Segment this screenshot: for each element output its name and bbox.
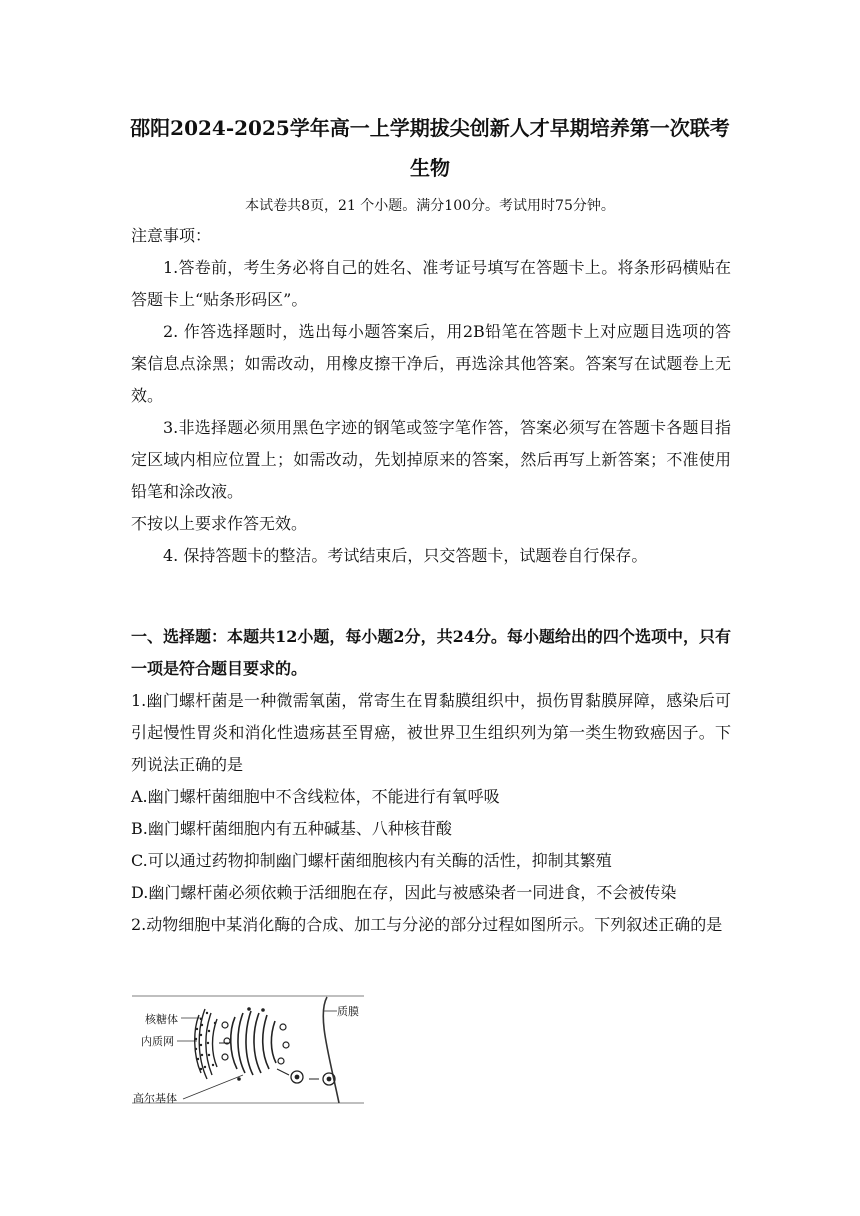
golgi-stack bbox=[231, 1011, 276, 1075]
question-1-option-d: D.幽门螺杆菌必须依赖于活细胞在存，因此与被感染者一同进食，不会被传染 bbox=[131, 883, 677, 902]
exam-info: 本试卷共8页，21 个小题。满分100分。考试用时75分钟。 bbox=[245, 198, 615, 214]
notice-item: 1.答卷前，考生务必将自己的姓名、准考证号填写在答题卡上。将条形码横贴在答题卡上“贴条形码区”。 bbox=[131, 258, 731, 309]
exam-subject: 生物 bbox=[410, 156, 450, 180]
label-membrane: 质膜 bbox=[337, 1005, 359, 1018]
label-golgi: 高尔基体 bbox=[133, 1092, 177, 1105]
er-sheets bbox=[195, 1009, 217, 1079]
notice-item: 4. 保持答题卡的整洁。考试结束后，只交答题卡，试题卷自行保存。 bbox=[163, 546, 648, 565]
section-block bbox=[131, 621, 731, 941]
notices-block bbox=[131, 220, 731, 572]
question-2-stem: 2.动物细胞中某消化酶的合成、加工与分泌的部分过程如图所示。下列叙述正确的是 bbox=[131, 915, 723, 934]
label-ribosome: 核糖体 bbox=[145, 1013, 178, 1026]
notice-item: 3.非选择题必须用黑色字迹的钢笔或签字笔作答，答案必须写在答题卡各题目指定区域内相应位置上；如需改动，先划掉原来的答案，然后再写上新答案；不准使用铅笔和涂改液。 bbox=[131, 418, 731, 501]
label-er: 内质网 bbox=[141, 1035, 174, 1048]
section-heading: 一、选择题：本题共12小题，每小题2分，共24分。每小题给出的四个选项中，只有一项是符合题目要求的。 bbox=[131, 627, 731, 678]
question-1-option-c: C.可以通过药物抑制幽门螺杆菌细胞核内有关酶的活性，抑制其繁殖 bbox=[131, 851, 612, 870]
question-1-option-b: B.幽门螺杆菌细胞内有五种碱基、八种核苷酸 bbox=[131, 819, 452, 838]
notice-item: 不按以上要求作答无效。 bbox=[131, 514, 308, 533]
notice-item: 2. 作答选择题时，选出每小题答案后，用2B铅笔在答题卡上对应题目选项的答案信息点涂黑；如需改动，用橡皮擦干净后，再选涂其他答案。答案写在试题卷上无效。 bbox=[131, 322, 731, 405]
question-1-option-a: A.幽门螺杆菌细胞中不含线粒体，不能进行有氧呼吸 bbox=[131, 787, 500, 806]
notice-heading: 注意事项： bbox=[131, 226, 212, 245]
cell-secretion-figure bbox=[131, 995, 365, 1105]
question-1-stem: 1.幽门螺杆菌是一种微需氧菌，常寄生在胃黏膜组织中，损伤胃黏膜屏障，感染后可引起慢性胃炎和消化性遗疡甚至胃癌，被世界卫生组织列为第一类生物致癌因子。下列说法正确的是 bbox=[131, 691, 731, 774]
exam-title: 邵阳2024-2025学年高一上学期拔尖创新人才早期培养第一次联考 bbox=[130, 116, 730, 140]
